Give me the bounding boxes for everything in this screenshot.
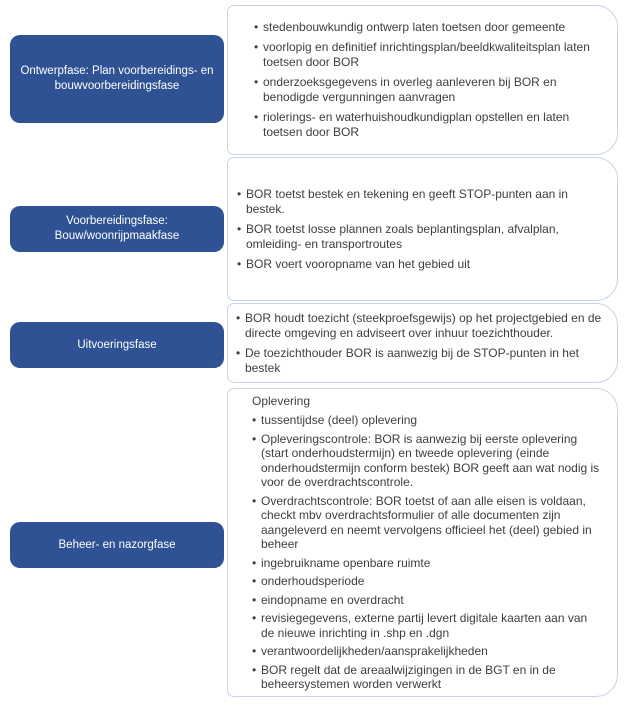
bullet-icon: • <box>237 186 242 201</box>
bullet-icon: • <box>252 611 257 625</box>
phase-box-beheer-nazorgfase <box>10 522 224 568</box>
bullet-icon: • <box>252 555 257 570</box>
bullet-icon: • <box>252 662 257 677</box>
bullet-text: voorlopig en definitief inrichtingsplan/beeldkwaliteitsplan laten toetsen door BOR <box>263 40 590 69</box>
phase-box-voorbereidingsfase <box>10 206 224 252</box>
bullet-item <box>254 40 601 70</box>
bullet-icon: • <box>252 574 257 588</box>
bullet-icon: • <box>236 310 241 325</box>
bullet-text: Overdrachtscontrole: BOR toetst of aan alle eisen is voldaan, checkt mbv overdrachtsformulier of alle documenten zijn aangeleverd en neemt vervolgens officieel het (deel) gebied in beheer <box>261 493 592 551</box>
panel-heading <box>252 394 603 409</box>
bullet-item <box>252 556 603 571</box>
bullet-item <box>237 222 603 252</box>
bullet-icon: • <box>237 256 242 271</box>
bullet-text: BOR regelt dat de areaalwijzigingen in de BGT en in de beheersystemen worden verwerkt <box>261 662 556 691</box>
phase-box-uitvoeringsfase <box>10 322 224 368</box>
panel-ontwerpfase-details <box>227 5 618 155</box>
bullet-text: onderhoudsperiode <box>261 574 365 588</box>
bullet-text: stedenbouwkundig ontwerp laten toetsen door gemeente <box>263 20 566 34</box>
bullet-text: De toezichthouder BOR is aanwezig bij de STOP-punten in het bestek <box>245 345 579 375</box>
bullet-icon: • <box>252 493 257 508</box>
bullet-icon: • <box>254 20 259 34</box>
bullet-item <box>252 663 603 692</box>
bullet-icon: • <box>254 75 259 89</box>
bullet-item <box>252 593 603 608</box>
bullet-icon: • <box>252 431 257 446</box>
bullet-icon: • <box>254 110 259 124</box>
bullet-icon: • <box>254 40 259 54</box>
bullet-text: tussentijdse (deel) oplevering <box>261 413 418 427</box>
bullet-item <box>252 494 603 552</box>
bullet-icon: • <box>236 345 241 360</box>
bullet-text: revisiegegevens, externe partij levert digitale kaarten aan van de nieuwe inrichting in .shp en .dgn <box>261 611 588 640</box>
bullet-item <box>254 20 601 35</box>
panel-uitvoeringsfase-details <box>227 303 618 383</box>
panel-voorbereidingsfase-details <box>227 157 618 301</box>
bullet-item <box>237 187 603 217</box>
panel-beheer-nazorgfase-details <box>227 388 618 697</box>
bullet-text: BOR houdt toezicht (steekproefsgewijs) op het projectgebied en de directe omgeving en adviseert over inhuur toezichthouder. <box>245 310 602 340</box>
bullet-item <box>254 110 601 140</box>
bullet-text: eindopname en overdracht <box>261 592 404 607</box>
bullet-text: riolerings- en waterhuishoudkundigplan opstellen en laten toetsen door BOR <box>263 110 570 139</box>
bullet-item <box>237 257 603 272</box>
bullet-text: onderzoeksgegevens in overleg aanleveren bij BOR en benodigde vergunningen aanvragen <box>263 75 557 104</box>
bullet-text: Opleveringscontrole: BOR is aanwezig bij eerste oplevering (start onderhoudstermijn) en tweede oplevering (einde onderhoudstermijn conform bestek) BOR geeft aan wat nodig is voor de overdrachtscontrole. <box>261 431 600 489</box>
bullet-icon: • <box>237 221 242 236</box>
bullet-item <box>252 574 603 589</box>
phase-label: Ontwerpfase: Plan voorbereidings- en bouwvoorbereidingsfase <box>20 65 214 92</box>
phase-label: Voorbereidingsfase: Bouw/woonrijpmaakfase <box>54 215 180 242</box>
bullet-item <box>236 346 605 376</box>
bullet-item <box>236 311 605 341</box>
bullet-icon: • <box>252 592 257 607</box>
bullet-text: verantwoordelijkheden/aansprakelijkheden <box>261 644 488 658</box>
phase-box-ontwerpfase <box>10 35 224 123</box>
bullet-item <box>252 644 603 659</box>
bullet-text: Oplevering <box>252 394 311 408</box>
bullet-icon: • <box>252 644 257 658</box>
bullet-icon: • <box>252 413 257 427</box>
bullet-item <box>254 75 601 105</box>
phase-label: Beheer- en nazorgfase <box>58 538 176 551</box>
bullet-item <box>252 611 603 640</box>
bullet-item <box>252 413 603 428</box>
bullet-text: ingebruikname openbare ruimte <box>261 555 431 570</box>
bullet-item <box>252 432 603 490</box>
bullet-text: BOR toetst bestek en tekening en geeft STOP-punten aan in bestek. <box>246 186 568 216</box>
phase-label: Uitvoeringsfase <box>77 338 157 351</box>
bullet-text: BOR toetst losse plannen zoals beplantingsplan, afvalplan, omleiding- en transportroutes <box>246 221 559 251</box>
bullet-text: BOR voert vooropname van het gebied uit <box>246 256 471 271</box>
